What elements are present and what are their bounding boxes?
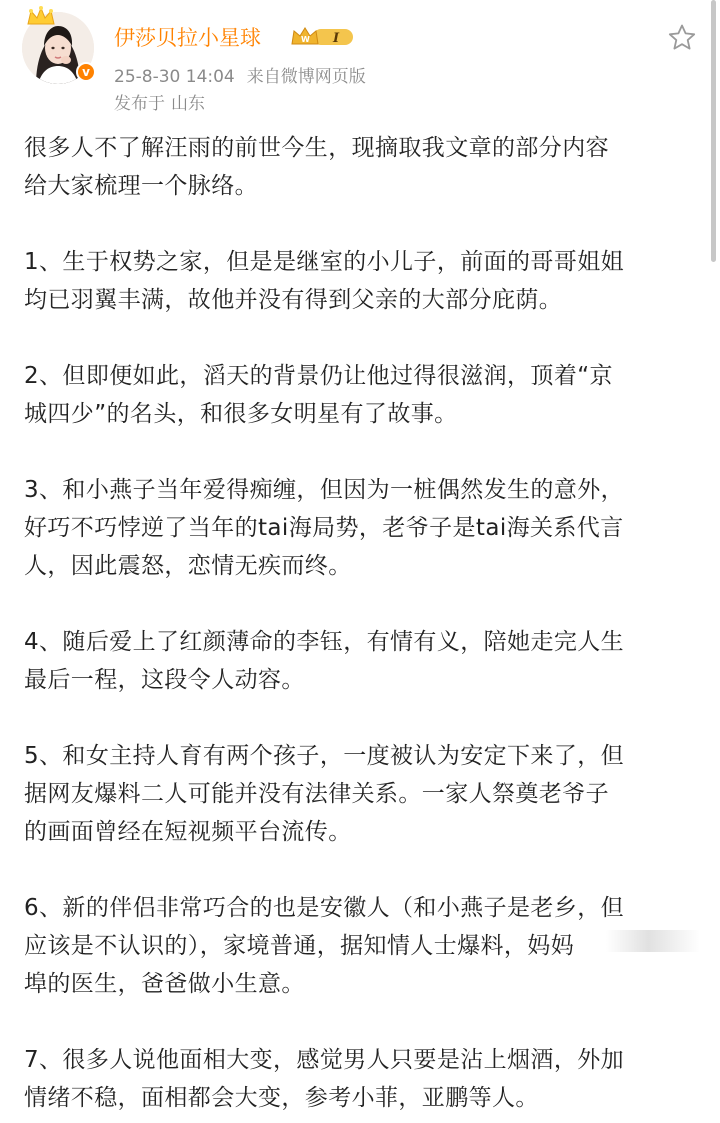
post-paragraph: 2、但即便如此，滔天的背景仍让他过得很滋润，顶着“京 城四少”的名头，和很多女明星有了故事。: [24, 363, 613, 427]
crown-decoration-icon: [26, 6, 56, 28]
post-paragraph: 7、很多人说他面相大变，感觉男人只要是沾上烟酒，外加 情绪不稳，面相都会大变，参考小菲，亚鹏等人。: [24, 1047, 625, 1111]
location-value: 山东: [171, 94, 205, 114]
post-paragraph: 1、生于权势之家，但是是继室的小儿子，前面的哥哥姐姐 均已羽翼丰满，故他并没有得到父亲的大部分庇荫。: [24, 249, 625, 313]
verified-icon: v: [76, 62, 96, 82]
vip-crown-badge-icon[interactable]: [291, 24, 355, 50]
post-source: 来自微博网页版: [246, 67, 366, 87]
vip-level-text: I: [333, 31, 340, 46]
post-meta: [114, 62, 366, 87]
post-timestamp[interactable]: 25-8-30 14:04: [114, 67, 235, 87]
post-header: [0, 0, 720, 120]
post-paragraph: 3、和小燕子当年爱得痴缠，但因为一桩偶然发生的意外， 好巧不巧悖逆了当年的tai海局势，老爷子是tai海关系代言 人，因此震怒，恋情无疾而终。: [24, 477, 625, 579]
svg-text:W: W: [301, 35, 310, 44]
post-location: [114, 89, 205, 114]
avatar-container[interactable]: [22, 12, 94, 84]
post-paragraph: 4、随后爱上了红颜薄命的李钰，有情有义，陪她走完人生 最后一程，这段令人动容。: [24, 629, 625, 693]
post-paragraph: 5、和女主持人育有两个孩子，一度被认为安定下来了，但 据网友爆料二人可能并没有法律关系。一家人祭奠老爷子 的画面曾经在短视频平台流传。: [24, 743, 625, 845]
post-paragraph: 6、新的伴侣非常巧合的也是安徽人（和小燕子是老乡，但 应该是不认识的），家境普通，据知情人士爆料，妈妈 埠的医生，爸爸做小生意。: [24, 895, 625, 997]
text-fade-overlay: [606, 930, 700, 952]
post-paragraph: 很多人不了解汪雨的前世今生，现摘取我文章的部分内容 给大家梳理一个脉络。: [24, 135, 609, 199]
post-body: [24, 129, 696, 1117]
location-label: 发布于: [114, 94, 165, 114]
star-outline-icon[interactable]: [666, 22, 698, 54]
scrollbar[interactable]: [711, 0, 716, 262]
username[interactable]: 伊莎贝拉小星球: [114, 26, 261, 50]
